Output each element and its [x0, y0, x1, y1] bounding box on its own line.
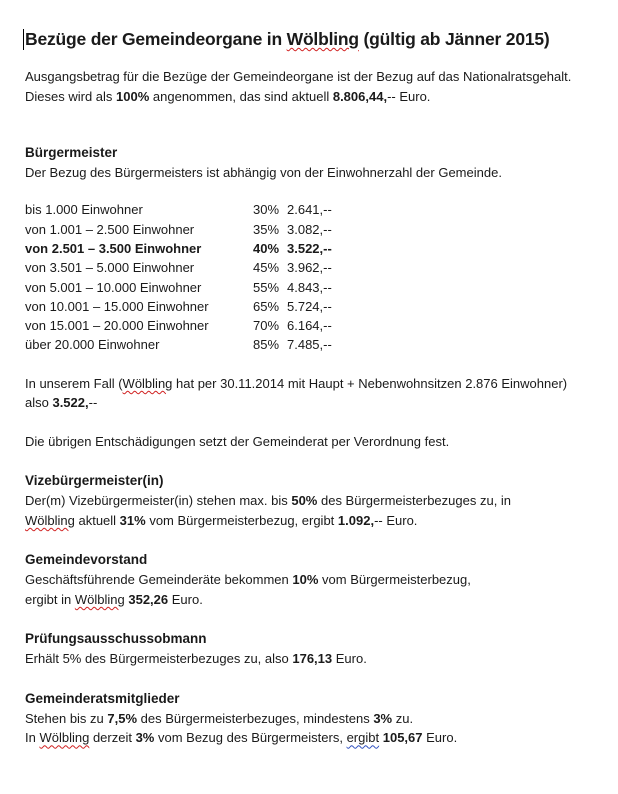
section-gemeinderatsmitglieder [25, 689, 605, 748]
grammar-check-word[interactable]: ergibt [346, 730, 380, 746]
text: angenommen, das sind aktuell [149, 88, 333, 104]
text: also [25, 395, 53, 411]
section-pruefungsausschuss [25, 629, 605, 669]
amount-cell: 4.843,-- [287, 279, 332, 295]
amount-cell: 6.164,-- [287, 318, 332, 334]
text: -- [88, 395, 98, 411]
text: In [25, 730, 40, 746]
text-line [25, 590, 605, 610]
text: Euro. [332, 651, 367, 667]
amount-cell: 3.962,-- [287, 260, 332, 276]
salary-table [25, 201, 605, 355]
section-heading: Bürgermeister [25, 145, 118, 160]
text: Erhält 5% des Bürgermeisterbezuges zu, also [25, 651, 293, 667]
text: des Bürgermeisterbezuges, mindestens [137, 710, 374, 726]
intro-paragraph [25, 67, 605, 106]
population-range: von 3.501 – 5.000 Einwohner [25, 260, 195, 276]
population-range: über 20.000 Einwohner [25, 337, 160, 353]
percent-value: 3% [373, 710, 393, 726]
text: vom Bezug des Bürgermeisters, [154, 730, 347, 746]
population-range: von 1.001 – 2.500 Einwohner [25, 221, 195, 237]
population-range: von 10.001 – 15.000 Einwohner [25, 298, 209, 314]
section-vizebuergermeister [25, 471, 605, 530]
percent-cell: 35% [253, 221, 280, 237]
section-text: Der Bezug des Bürgermeisters ist abhängig von der Einwohnerzahl der Gemeinde. [25, 165, 502, 180]
table-row [25, 258, 605, 277]
table-row-highlighted [25, 239, 605, 258]
text: Euro. [422, 730, 458, 746]
amount-value: 8.806,44, [332, 88, 388, 104]
percent-value: 100% [116, 88, 150, 104]
text: Geschäftsführende Gemeinderäte bekommen [25, 572, 293, 588]
text-line [25, 374, 605, 394]
spellcheck-word[interactable]: Wölbling [25, 512, 75, 528]
amount-cell: 5.724,-- [287, 298, 332, 314]
current-case-paragraph [25, 374, 605, 413]
percent-value: 10% [292, 572, 319, 588]
spellcheck-word[interactable]: Wölbling [286, 29, 359, 49]
text: vom Bürgermeisterbezug, ergibt [145, 512, 338, 528]
amount-cell: 3.522,-- [287, 241, 332, 256]
spellcheck-word[interactable]: Wölbling [122, 375, 173, 391]
amount-cell: 2.641,-- [287, 202, 332, 218]
amount-cell: 7.485,-- [287, 337, 332, 353]
table-row [25, 220, 605, 239]
text: In unserem Fall ( [25, 375, 123, 391]
text: -- Euro. [387, 88, 431, 104]
amount-value: 105,67 [382, 730, 423, 746]
table-row [25, 316, 605, 335]
percent-value: 31% [119, 512, 146, 528]
population-range: bis 1.000 Einwohner [25, 202, 143, 218]
percent-cell: 55% [253, 279, 280, 295]
text: Dieses wird als [25, 88, 117, 104]
section-heading: Gemeinderatsmitglieder [25, 690, 180, 706]
table-row [25, 297, 605, 316]
text: ergibt in [25, 591, 75, 607]
table-row [25, 336, 605, 355]
section-buergermeister [25, 143, 605, 451]
text-line [25, 728, 605, 748]
intro-line-1: Ausgangsbetrag für die Bezüge der Gemeindeorgane ist der Bezug auf das Nationalratsgehalt. [25, 69, 572, 84]
population-range: von 5.001 – 10.000 Einwohner [25, 279, 202, 295]
text: vom Bürgermeisterbezug, [318, 572, 471, 588]
population-range: von 2.501 – 3.500 Einwohner [25, 241, 202, 256]
section-heading: Prüfungsausschussobmann [25, 631, 207, 647]
title-text: (gültig ab Jänner 2015) [358, 29, 550, 49]
amount-value: 352,26 [128, 591, 169, 607]
population-range: von 15.001 – 20.000 Einwohner [25, 318, 209, 334]
text: des Bürgermeisterbezuges zu, in [317, 493, 512, 509]
text-cursor [23, 29, 24, 50]
others-paragraph: Die übrigen Entschädigungen setzt der Gemeinderat per Verordnung fest. [25, 433, 450, 449]
amount-cell: 3.082,-- [287, 221, 332, 237]
text: derzeit [89, 730, 136, 746]
percent-cell: 40% [253, 241, 280, 256]
text-line [25, 393, 605, 413]
percent-cell: 65% [253, 298, 280, 314]
table-row [25, 201, 605, 220]
spellcheck-word[interactable]: Wölbling [74, 591, 125, 607]
text-line [25, 570, 605, 590]
text-line [25, 649, 605, 669]
percent-cell: 85% [253, 337, 280, 353]
text: zu. [392, 710, 414, 726]
document-title [25, 28, 605, 50]
amount-value: 3.522, [52, 395, 89, 411]
percent-cell: 30% [253, 202, 280, 218]
percent-cell: 45% [253, 260, 280, 276]
percent-value: 50% [291, 493, 318, 509]
text: -- Euro. [374, 512, 418, 528]
text: Stehen bis zu [25, 710, 108, 726]
intro-line-2 [25, 87, 605, 107]
text-line [25, 709, 605, 729]
text: Der(m) Vizebürgermeister(in) stehen max. bis [25, 493, 292, 509]
spellcheck-word[interactable]: Wölbling [39, 730, 90, 746]
text: hat per 30.11.2014 mit Haupt + Nebenwohnsitzen 2.876 Einwohner) [172, 375, 568, 391]
percent-value: 7,5% [107, 710, 138, 726]
amount-value: 176,13 [292, 651, 333, 667]
text-line [25, 491, 605, 511]
section-heading: Vizebürgermeister(in) [25, 473, 164, 489]
table-row [25, 278, 605, 297]
text-line [25, 511, 605, 531]
document-page[interactable] [25, 28, 605, 748]
title-text: Bezüge der Gemeindeorgane in [25, 29, 287, 49]
section-gemeindevorstand [25, 550, 605, 609]
percent-value: 3% [135, 730, 155, 746]
text: Euro. [168, 591, 203, 607]
percent-cell: 70% [253, 318, 280, 334]
section-heading: Gemeindevorstand [25, 552, 148, 568]
amount-value: 1.092, [337, 512, 375, 528]
text: aktuell [74, 512, 120, 528]
